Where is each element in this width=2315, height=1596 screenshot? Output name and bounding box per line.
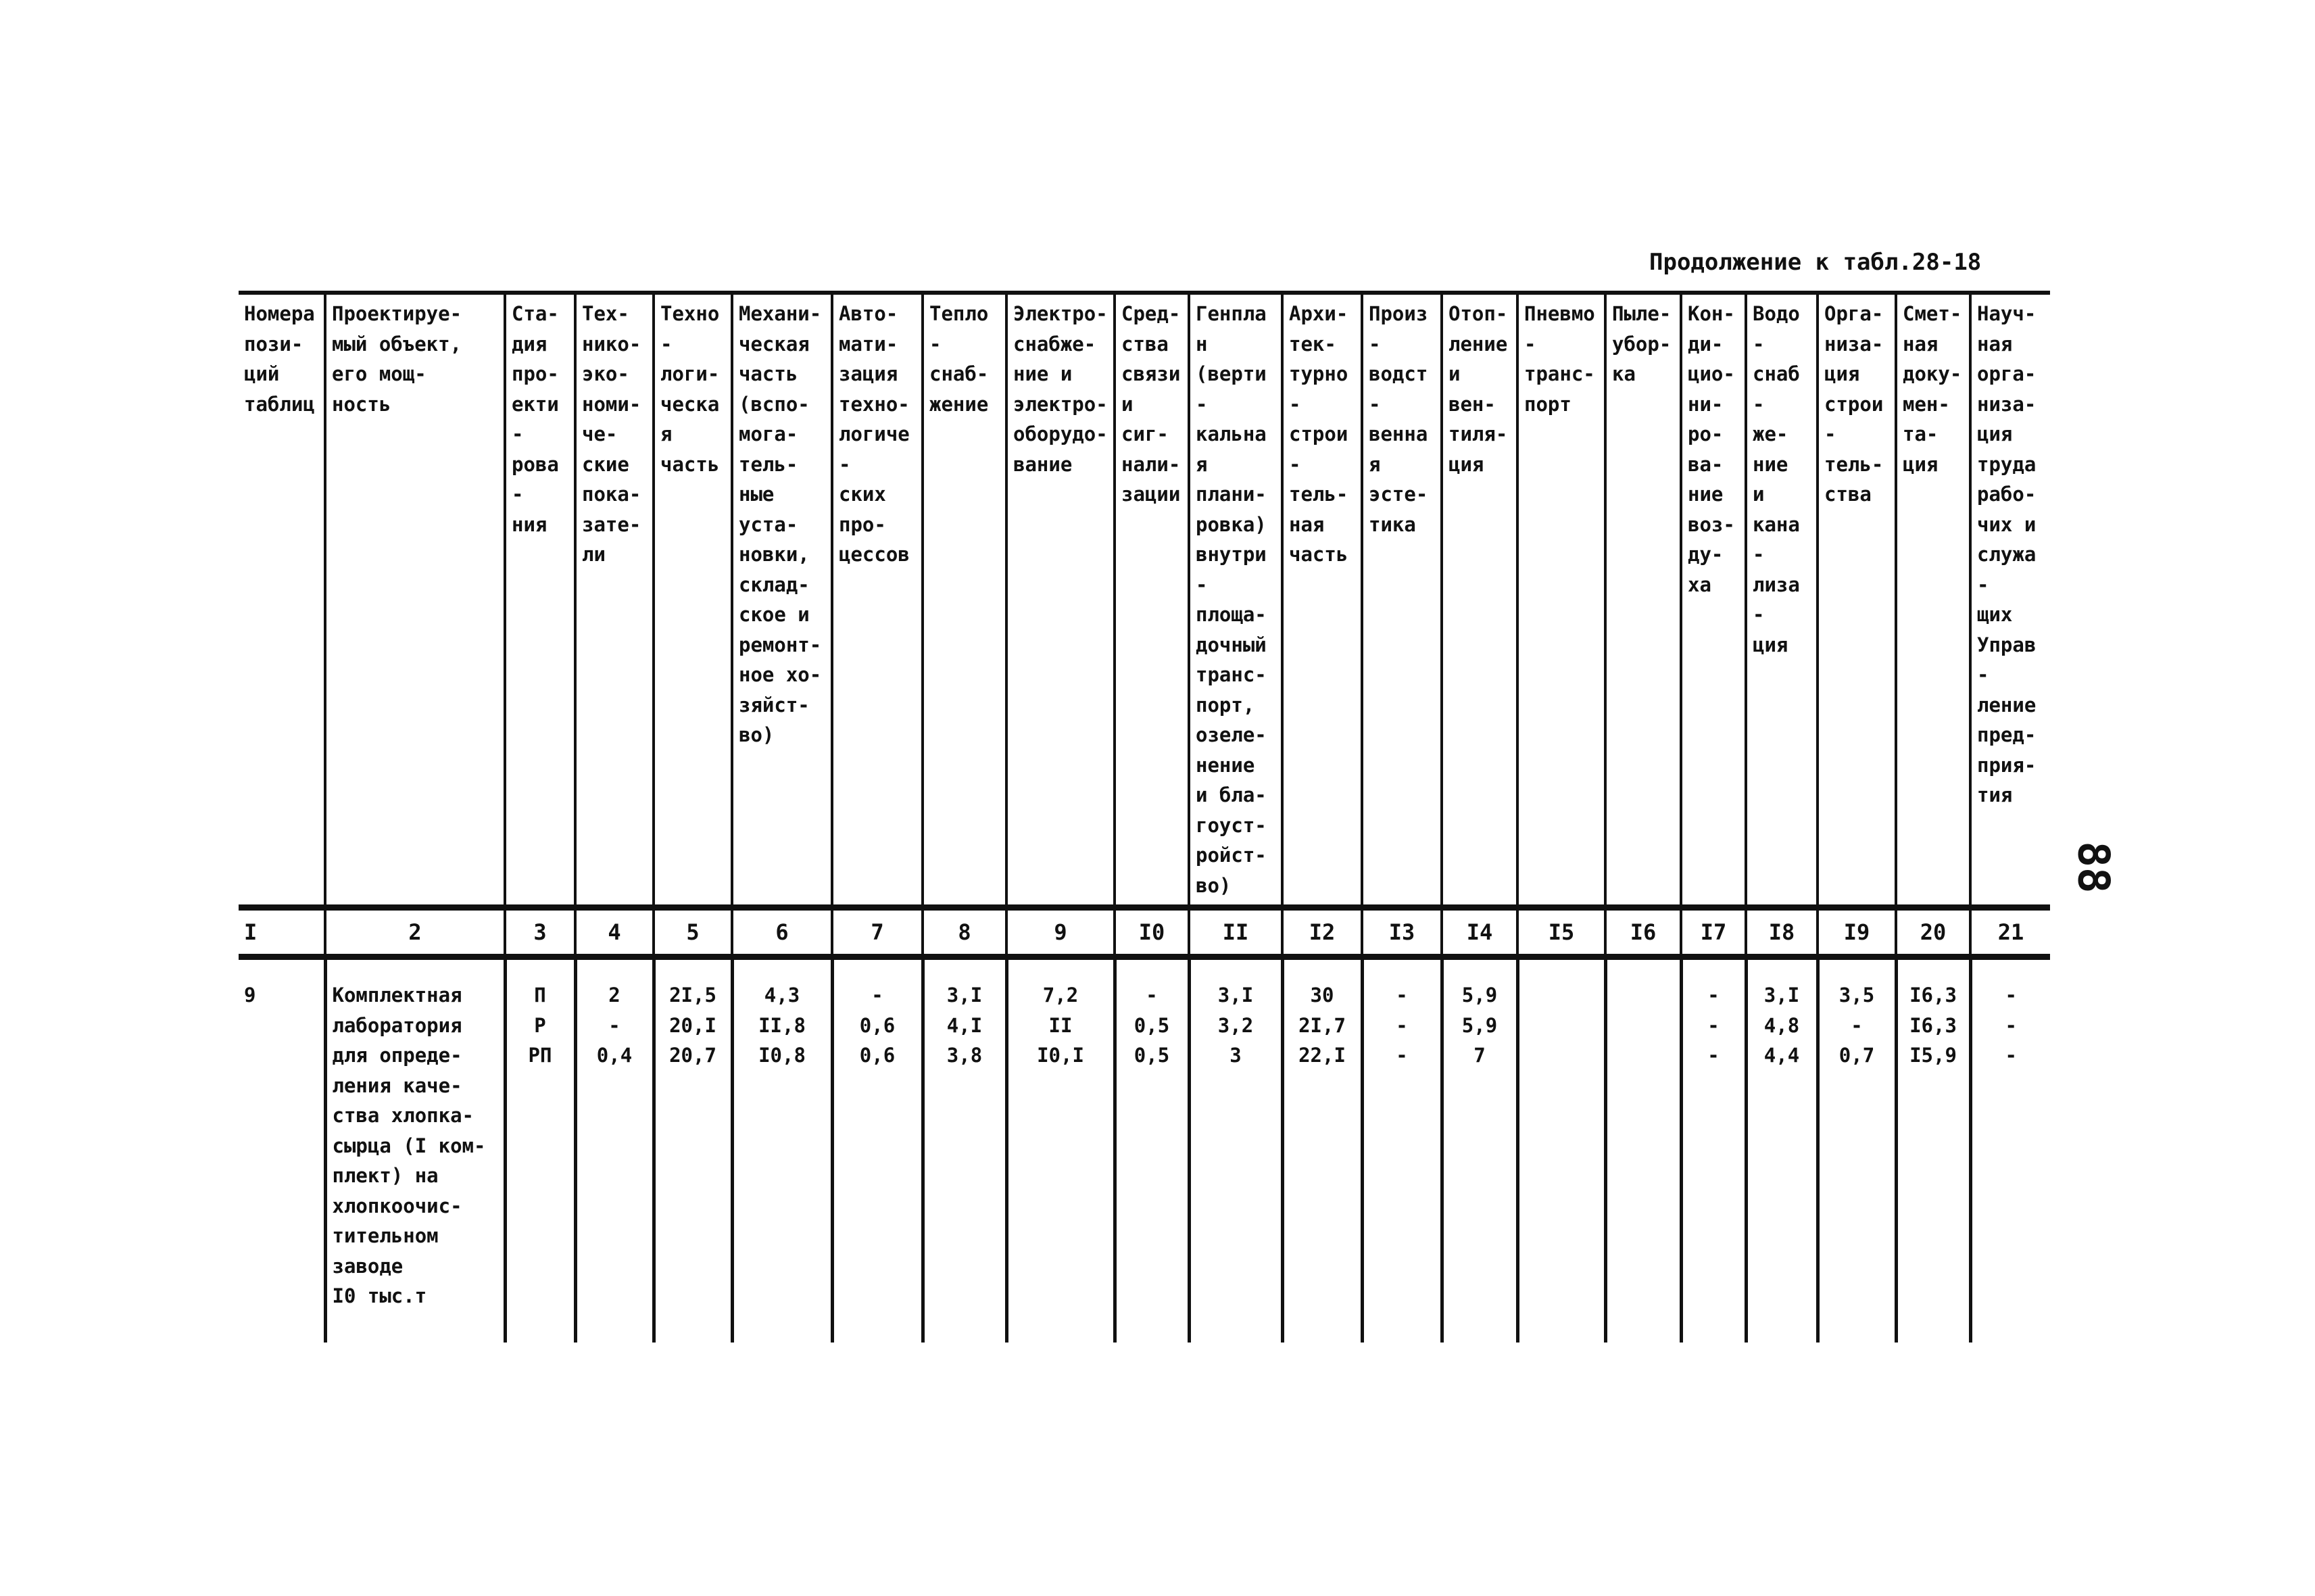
column-number-20: 20 [1896, 908, 1970, 957]
header-cell-line: ду- [1688, 543, 1724, 566]
data-cell-21 [1970, 957, 2050, 1343]
data-cell-line: I0,8 [758, 1044, 806, 1067]
data-cell-line: - [1707, 1013, 1720, 1037]
header-cell-line: низа- [1977, 392, 2037, 416]
header-cell-line: мен- [1903, 392, 1950, 416]
data-cell-17 [1681, 957, 1746, 1343]
header-cell-line: Техно- [660, 302, 720, 356]
header-cell-line: тель- [1289, 483, 1348, 506]
column-number-19: I9 [1818, 908, 1896, 957]
data-cell-line: 2I,7 [1298, 1013, 1346, 1037]
data-cell-line: II,8 [758, 1013, 806, 1037]
header-cell-line: ние и [1753, 452, 1788, 506]
header-cell-line: Ста- [512, 302, 559, 325]
header-cell-line: вен- [1448, 392, 1496, 416]
header-cell-11 [1189, 293, 1282, 908]
header-cell-line: часть [1289, 543, 1348, 566]
data-cell-line: сырца (I ком- [332, 1134, 486, 1157]
header-cell-line: техно- [839, 392, 910, 416]
header-cell-line: его мощ- [332, 362, 427, 385]
data-cell-1 [239, 957, 325, 1343]
data-cell-7 [832, 957, 923, 1343]
table-row [239, 957, 2050, 1343]
header-cell-line: ция [1448, 452, 1484, 476]
data-cell-line: 0,5 [1134, 1013, 1170, 1037]
data-cell-line: 0,5 [1134, 1044, 1170, 1067]
header-cell-line: ремонт- [739, 633, 822, 656]
header-cell-13 [1362, 293, 1442, 908]
header-cell-line: дия [512, 332, 547, 356]
header-cell-6 [732, 293, 832, 908]
data-cell-16 [1605, 957, 1681, 1343]
header-cell-8 [923, 293, 1006, 908]
header-cell-line: часть [660, 452, 720, 476]
header-cell-line: номи- [582, 392, 641, 416]
header-cell-line: ва- [1688, 452, 1724, 476]
header-cell-line: вание [1013, 452, 1073, 476]
header-cell-line: ная [1289, 512, 1325, 536]
header-cell-line: мый объект, [332, 332, 462, 356]
header-cell-line: ление [1977, 693, 2037, 717]
header-cell-line: транс- [1524, 362, 1595, 385]
data-cell-line: 0,6 [859, 1044, 896, 1067]
data-cell-line: I6,3 [1909, 984, 1957, 1007]
data-cell-line: 7,2 [1042, 984, 1079, 1007]
data-cell-line: - [1396, 984, 1408, 1007]
header-cell-5 [654, 293, 732, 908]
data-cell-9 [1006, 957, 1115, 1343]
data-cell-line: хлопкоочис- [332, 1194, 462, 1217]
data-cell-line: - [871, 984, 883, 1007]
header-cell-line: логиче- [839, 422, 910, 476]
data-cell-line: 9 [244, 984, 256, 1007]
header-cell-line: Генплан [1196, 302, 1267, 356]
header-cell-line: нико- [582, 332, 641, 356]
data-cell-line: плект) на [332, 1164, 439, 1187]
header-cell-2 [325, 293, 505, 908]
data-cell-line: I6,3 [1909, 1013, 1957, 1037]
header-cell-line: же- [1753, 422, 1788, 445]
header-cell-line: доку- [1903, 362, 1962, 385]
header-cell-line: Тех- [582, 302, 629, 325]
header-cell-line: логи- [660, 362, 720, 385]
data-cell-line: - [2005, 984, 2017, 1007]
header-cell-line: чих и [1977, 512, 2037, 536]
data-cell-line: 20,I [669, 1013, 716, 1037]
header-cell-line: жение [929, 392, 989, 416]
header-cell-line: рабо- [1977, 483, 2037, 506]
header-cell-line: кальная [1196, 422, 1267, 476]
header-cell-line: Управ- [1977, 633, 2037, 686]
header-cell-line: ная [1977, 332, 2013, 356]
data-cell-4 [575, 957, 654, 1343]
header-cell-line: ция [1824, 362, 1860, 385]
header-cell-line: Кон- [1688, 302, 1735, 325]
header-cell-line: ние и [1013, 362, 1073, 385]
header-cell-line: ция [1753, 633, 1788, 656]
column-number-10: I0 [1115, 908, 1189, 957]
data-cell-line: I0 тыс.т [332, 1284, 427, 1307]
header-cell-line: Науч- [1977, 302, 2037, 325]
data-table [239, 291, 2050, 1343]
header-cell-20 [1896, 293, 1970, 908]
header-cell-4 [575, 293, 654, 908]
data-cell-line: РП [528, 1044, 552, 1067]
data-cell-line: 7 [1473, 1044, 1486, 1067]
data-cell-12 [1282, 957, 1362, 1343]
header-cell-line: щих [1977, 603, 2013, 626]
data-cell-15 [1517, 957, 1605, 1343]
header-cell-line: ха [1688, 573, 1711, 596]
data-cell-line: 3,2 [1217, 1013, 1254, 1037]
header-cell-line: Произ- [1369, 302, 1428, 356]
header-cell-line: Орга- [1824, 302, 1884, 325]
header-cell-7 [832, 293, 923, 908]
column-number-18: I8 [1746, 908, 1818, 957]
header-cell-line: цессов [839, 543, 910, 566]
header-cell-line: нение [1196, 753, 1255, 777]
header-cell-line: ских [839, 483, 886, 506]
header-cell-line: склад- [739, 573, 810, 596]
header-cell-line: низа- [1824, 332, 1884, 356]
data-cell-18 [1746, 957, 1818, 1343]
header-cell-line: во) [1196, 873, 1232, 897]
header-cell-line: зяйст- [739, 693, 810, 717]
data-cell-line: - [1396, 1044, 1408, 1067]
header-cell-line: Тепло- [929, 302, 989, 356]
data-cell-line: II [1048, 1013, 1073, 1037]
data-cell-line: 4,I [946, 1013, 983, 1037]
data-cell-line: - [1851, 1013, 1863, 1037]
header-cell-line: таблиц [244, 392, 315, 416]
header-cell-line: ское и [739, 603, 810, 626]
data-cell-line: 2 [608, 984, 620, 1007]
data-cell-10 [1115, 957, 1189, 1343]
header-cell-line: про- [839, 512, 886, 536]
header-cell-line: во) [739, 723, 775, 746]
data-cell-20 [1896, 957, 1970, 1343]
header-cell-line: тель- [1824, 452, 1884, 476]
data-cell-2 [325, 957, 505, 1343]
data-cell-line: П [534, 984, 546, 1007]
data-cell-line: 4,3 [764, 984, 800, 1007]
column-number-6: 6 [732, 908, 832, 957]
header-cell-line: кана- [1753, 512, 1800, 566]
header-cell-line: зация [839, 362, 898, 385]
header-cell-line: мати- [839, 332, 898, 356]
data-cell-line: тительном [332, 1224, 439, 1247]
header-cell-line: Пыле- [1612, 302, 1672, 325]
header-cell-line: внутри- [1196, 543, 1267, 596]
header-cell-14 [1442, 293, 1517, 908]
header-cell-line: нали- [1121, 452, 1181, 476]
header-cell-line: ства [1121, 332, 1169, 356]
header-cell-line: пози- [244, 332, 303, 356]
header-cell-line: транс- [1196, 663, 1267, 686]
data-cell-line: 22,I [1298, 1044, 1346, 1067]
header-cell-line: ций [244, 362, 280, 385]
header-cell-line: Номера [244, 302, 315, 325]
header-cell-19 [1818, 293, 1896, 908]
header-cell-line: про- [512, 362, 559, 385]
header-cell-line: ческая [739, 332, 810, 356]
header-cell-line: (вспо- [739, 392, 810, 416]
data-cell-line: ления каче- [332, 1073, 462, 1097]
header-cell-line: ное хо- [739, 663, 822, 686]
header-cell-line: и [1448, 362, 1461, 385]
header-cell-line: строи- [1824, 392, 1884, 445]
header-cell-line: тель- [739, 452, 798, 476]
data-cell-11 [1189, 957, 1282, 1343]
header-cell-line: орга- [1977, 362, 2037, 385]
data-cell-line: 2I,5 [669, 984, 716, 1007]
header-cell-15 [1517, 293, 1605, 908]
data-cell-line: Р [534, 1013, 546, 1037]
header-cell-line: ровка) [1196, 512, 1267, 536]
data-cell-3 [505, 957, 575, 1343]
data-cell-13 [1362, 957, 1442, 1343]
data-cell-line: лаборатория [332, 1013, 462, 1037]
header-cell-line: тек- [1289, 332, 1336, 356]
header-cell-line: пред- [1977, 723, 2037, 746]
data-cell-line: 4,8 [1763, 1013, 1800, 1037]
data-cell-line: 0,4 [596, 1044, 633, 1067]
column-number-11: II [1189, 908, 1282, 957]
header-cell-9 [1006, 293, 1115, 908]
data-cell-line: I0,I [1037, 1044, 1084, 1067]
header-cell-line: пока- [582, 483, 641, 506]
header-cell-line: плани- [1196, 483, 1267, 506]
header-cell-line: ли [582, 543, 606, 566]
header-cell-line: ние [1688, 483, 1724, 506]
header-cell-line: ства [1824, 483, 1872, 506]
header-cell-line: электро- [1013, 392, 1108, 416]
column-number-3: 3 [505, 908, 575, 957]
data-cell-line: - [1396, 1013, 1408, 1037]
header-cell-line: и бла- [1196, 783, 1267, 806]
data-cell-19 [1818, 957, 1896, 1343]
header-cell-line: ро- [1688, 422, 1724, 445]
header-cell-18 [1746, 293, 1818, 908]
column-number-16: I6 [1605, 908, 1681, 957]
header-cell-line: убор- [1612, 332, 1672, 356]
header-cell-line: ность [332, 392, 391, 416]
header-cell-line: Электро- [1013, 302, 1108, 325]
data-cell-line: - [1707, 984, 1720, 1007]
data-cell-line: - [1707, 1044, 1720, 1067]
header-cell-line: ление [1448, 332, 1508, 356]
header-cell-3 [505, 293, 575, 908]
header-cell-line: ция [1977, 422, 2013, 445]
table-caption: Продолжение к табл.28-18 [1649, 249, 1982, 276]
column-number-15: I5 [1517, 908, 1605, 957]
data-cell-line: 3,8 [946, 1044, 983, 1067]
data-cell-line: - [2005, 1044, 2017, 1067]
data-cell-line: 4,4 [1763, 1044, 1800, 1067]
data-cell-line: - [608, 1013, 620, 1037]
header-cell-line: ная [1903, 332, 1939, 356]
header-cell-line: ния [512, 512, 547, 536]
data-cell-line: 5,9 [1461, 1013, 1498, 1037]
header-cell-line: лиза- [1753, 573, 1800, 626]
header-cell-line: ка [1612, 362, 1636, 385]
header-cell-line: воз- [1688, 512, 1735, 536]
header-cell-line: турно- [1289, 362, 1348, 416]
header-cell-line: оборудо- [1013, 422, 1108, 445]
header-cell-line: озеле- [1196, 723, 1267, 746]
header-cell-line: ные [739, 483, 775, 506]
column-number-5: 5 [654, 908, 732, 957]
header-cell-line: ция [1903, 452, 1939, 476]
data-cell-line: 30 [1310, 984, 1334, 1007]
data-cell-6 [732, 957, 832, 1343]
column-number-4: 4 [575, 908, 654, 957]
header-row [239, 293, 2050, 908]
header-cell-line: тика [1369, 512, 1416, 536]
header-cell-line: Сред- [1121, 302, 1181, 325]
data-cell-line: 3,I [1217, 984, 1254, 1007]
page-number: 88 [2068, 841, 2118, 894]
column-number-row [239, 908, 2050, 957]
header-cell-line: снабже- [1013, 332, 1096, 356]
header-cell-line: мога- [739, 422, 798, 445]
header-cell-line: порт [1524, 392, 1571, 416]
header-cell-line: Механи- [739, 302, 822, 325]
header-cell-line: гоуст- [1196, 813, 1267, 837]
header-cell-line: эко- [582, 362, 629, 385]
header-cell-line: тиля- [1448, 422, 1508, 445]
data-cell-line: 0,7 [1838, 1044, 1875, 1067]
header-cell-12 [1282, 293, 1362, 908]
header-cell-line: порт, [1196, 693, 1255, 717]
header-cell-line: снаб- [929, 362, 989, 385]
data-cell-line: заводе [332, 1254, 404, 1278]
data-cell-line: 0,6 [859, 1013, 896, 1037]
header-cell-line: дочный [1196, 633, 1267, 656]
header-cell-line: площа- [1196, 603, 1267, 626]
data-cell-line: 5,9 [1461, 984, 1498, 1007]
header-cell-line: ни- [1688, 392, 1724, 416]
data-cell-line: для опреде- [332, 1044, 462, 1067]
header-cell-line: че- [582, 422, 618, 445]
header-cell-line: ские [582, 452, 629, 476]
header-cell-line: труда [1977, 452, 2037, 476]
header-cell-line: Смет- [1903, 302, 1962, 325]
column-number-2: 2 [325, 908, 505, 957]
header-cell-line: Отоп- [1448, 302, 1508, 325]
header-cell-line: зате- [582, 512, 641, 536]
column-number-7: 7 [832, 908, 923, 957]
data-cell-line: - [1146, 984, 1158, 1007]
header-cell-line: часть [739, 362, 798, 385]
data-cell-line: - [2005, 1013, 2017, 1037]
header-cell-line: ди- [1688, 332, 1724, 356]
header-cell-line: водст- [1369, 362, 1428, 416]
header-cell-line: новки, [739, 543, 810, 566]
header-cell-1 [239, 293, 325, 908]
header-cell-21 [1970, 293, 2050, 908]
header-cell-line: и сиг- [1121, 392, 1169, 445]
data-cell-line: 20,7 [669, 1044, 716, 1067]
column-number-8: 8 [923, 908, 1006, 957]
header-cell-line: уста- [739, 512, 798, 536]
header-cell-line: строи- [1289, 422, 1348, 476]
header-cell-17 [1681, 293, 1746, 908]
data-cell-line: I5,9 [1909, 1044, 1957, 1067]
header-cell-line: Авто- [839, 302, 898, 325]
header-cell-16 [1605, 293, 1681, 908]
header-cell-line: Проектируе- [332, 302, 462, 325]
header-cell-line: рова- [512, 452, 559, 506]
data-cell-line: 3 [1229, 1044, 1242, 1067]
header-cell-line: снаб- [1753, 362, 1800, 416]
data-cell-line: 3,I [1763, 984, 1800, 1007]
column-number-17: I7 [1681, 908, 1746, 957]
header-cell-line: связи [1121, 362, 1181, 385]
column-number-12: I2 [1282, 908, 1362, 957]
header-cell-line: Пневмо- [1524, 302, 1595, 356]
data-cell-8 [923, 957, 1006, 1343]
header-cell-line: екти- [512, 392, 559, 445]
data-cell-line: Комплектная [332, 984, 462, 1007]
header-cell-line: Водо- [1753, 302, 1800, 356]
header-cell-line: тия [1977, 783, 2013, 806]
header-cell-line: эсте- [1369, 483, 1428, 506]
column-number-1: I [239, 908, 325, 957]
data-cell-line: 3,5 [1838, 984, 1875, 1007]
header-cell-line: Архи- [1289, 302, 1348, 325]
column-number-14: I4 [1442, 908, 1517, 957]
column-number-13: I3 [1362, 908, 1442, 957]
header-cell-line: служа- [1977, 543, 2037, 596]
header-cell-line: венная [1369, 422, 1428, 476]
data-cell-line: 3,I [946, 984, 983, 1007]
data-cell-line: ства хлопка- [332, 1104, 474, 1127]
header-cell-line: ройст- [1196, 844, 1267, 867]
column-number-9: 9 [1006, 908, 1115, 957]
data-cell-5 [654, 957, 732, 1343]
header-cell-line: цио- [1688, 362, 1735, 385]
header-cell-line: ческая [660, 392, 720, 445]
header-cell-line: прия- [1977, 753, 2037, 777]
column-number-21: 21 [1970, 908, 2050, 957]
header-cell-line: (верти- [1196, 362, 1267, 416]
header-cell-line: та- [1903, 422, 1939, 445]
header-cell-line: зации [1121, 483, 1181, 506]
header-cell-10 [1115, 293, 1189, 908]
data-cell-14 [1442, 957, 1517, 1343]
